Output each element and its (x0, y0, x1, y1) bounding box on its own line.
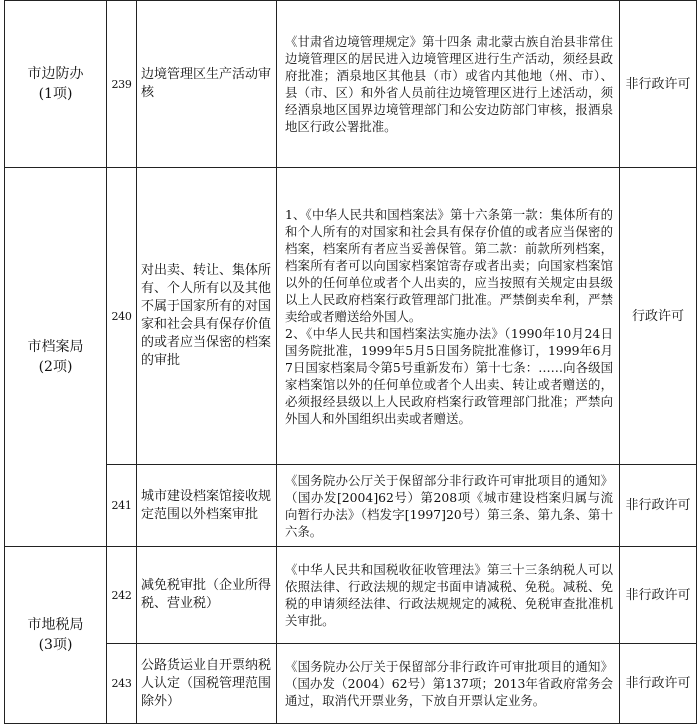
item-name: 公路货运业自开票纳税人认定（国税管理范围除外） (137, 644, 277, 724)
legal-basis-paragraph: 《国务院办公厅关于保留部分非行政许可审批项目的通知》（国办发[2004]62号）第208项《城市建设档案归属与流向暂行办法》（档发字[1997]20号）第三条、第九条、第十六条。 (285, 472, 613, 539)
item-type: 非行政许可 (620, 644, 697, 724)
table-row (5, 1, 697, 168)
item-number: 239 (107, 1, 137, 168)
item-type: 非行政许可 (620, 465, 697, 547)
department-count: (3项) (38, 637, 73, 653)
table-row (5, 168, 697, 465)
department-count: (1项) (38, 86, 73, 102)
department-cell (5, 168, 107, 547)
item-name: 对出卖、转让、集体所有、个人所有以及其他不属于国家所有的对国家和社会具有保存价值的或者应当保密的档案的审批 (137, 168, 277, 465)
department-cell (5, 1, 107, 168)
department-count: (2项) (38, 359, 73, 375)
legal-basis (277, 465, 620, 547)
legal-basis (277, 168, 620, 465)
item-name: 减免税审批（企业所得税、营业税） (137, 547, 277, 644)
approval-items-table (4, 0, 697, 724)
legal-basis-paragraph: 《中华人民共和国税收征收管理法》第三十三条纳税人可以依照法律、行政法规的规定书面申请减税、免税。减税、免税的申请须经法律、行政法规规定的减税、免税审查批准机关审批。 (285, 562, 613, 628)
legal-basis-paragraph: 《国务院办公厅关于保留部分非行政许可审批项目的通知》（国办发（2004）62号）第137项；2013年省政府常务会通过，取消代开票业务，下放自开票认定业务。 (285, 659, 613, 708)
item-number: 242 (107, 547, 137, 644)
legal-basis (277, 547, 620, 644)
item-name: 边境管理区生产活动审核 (137, 1, 277, 168)
legal-basis-paragraph: 1、《中华人民共和国档案法》第十六条第一款：集体所有的和个人所有的对国家和社会具有保存价值的或者应当保密的档案，档案所有者应当妥善保管。第二款：前款所列档案，档案所有者可以向国家档案馆寄存或者出卖；向国家档案馆以外的任何单位或者个人出卖的，应当按照有关规定由县级以上人民政府档案行政管理部门批准。严禁倒卖牟利，严禁卖给或者赠送给外国人。 (285, 206, 613, 324)
legal-basis (277, 644, 620, 724)
department-name: 市边防办 (27, 66, 84, 82)
item-name: 城市建设档案馆接收规定范围以外档案审批 (137, 465, 277, 547)
legal-basis-paragraph: 《甘肃省边境管理规定》第十四条 肃北蒙古族自治县非常住边境管理区的居民进入边境管理区进行生产活动，须经县政府批准；酒泉地区其他县（市）或省内其他地（州、市）、县（市、区）和外省人员前往边境管理区进行上述活动，须经酒泉地区国界边境管理部门和公安边防部门审核，报酒泉地区行政公署批准。 (285, 34, 613, 134)
table-row (5, 644, 697, 724)
department-name: 市档案局 (27, 339, 84, 355)
item-type: 非行政许可 (620, 1, 697, 168)
item-number: 240 (107, 168, 137, 465)
item-number: 243 (107, 644, 137, 724)
item-type: 非行政许可 (620, 547, 697, 644)
table-row (5, 547, 697, 644)
legal-basis (277, 1, 620, 168)
table-row (5, 465, 697, 547)
legal-basis-paragraph: 2、《中华人民共和国档案法实施办法》（1990年10月24日国务院批准，1999年5月5日国务院批准修订，1999年6月7日国家档案局令第5号重新发布）第十七条：……向各级国家档案馆以外的任何单位或者个人出卖、转让或者赠送的，必须报经县级以上人民政府档案行政管理部门批准；严禁向外国人和外国组织出卖或者赠送。 (285, 325, 613, 426)
department-name: 市地税局 (27, 617, 84, 633)
department-cell (5, 547, 107, 724)
item-type: 行政许可 (620, 168, 697, 465)
item-number: 241 (107, 465, 137, 547)
